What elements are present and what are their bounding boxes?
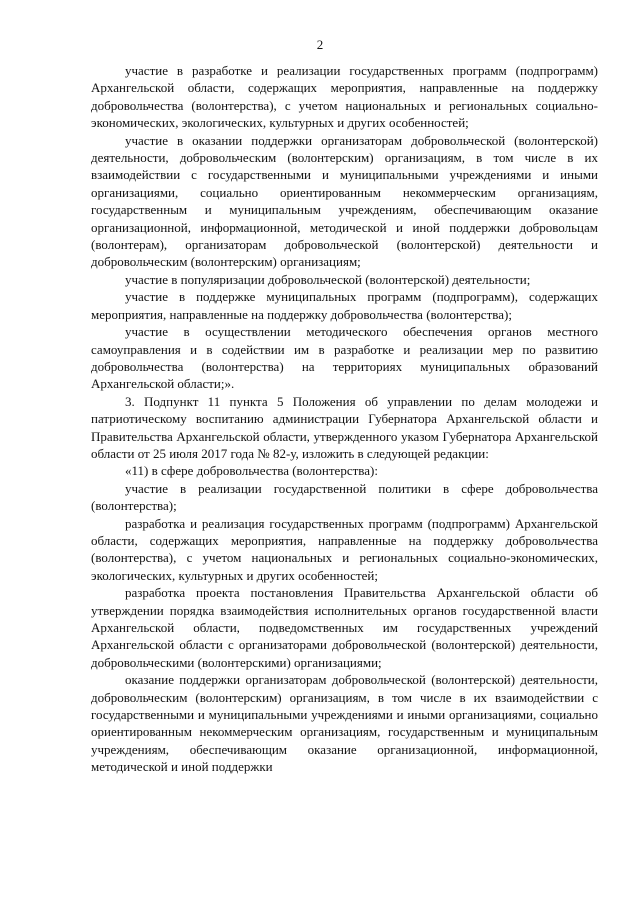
page-number: 2: [316, 37, 324, 52]
paragraph-popularization: участие в популяризации добровольческой (волонтерской) деятельности;: [125, 271, 531, 287]
paragraph-support-provision: оказание поддержки организаторам добровольческой (волонтерской) деятельности, добровольческим (волонтерским) организациям, в том числе в их взаимодействии с государственными и муниципальными учреждениями и иными организациями, социально ориентированным некоммерческим организациям, государственным и муниципальным учреждениям, обеспечивающим оказание организационной, информационной, методической и иной поддержки: [91, 672, 598, 775]
paragraph-item-3: 3. Подпункт 11 пункта 5 Положения об управлении по делам молодежи и патриотическому воспитанию администрации Губернатора Архангельской области и Правительства Архангельской области, утвержденного указом Губернатора Архангельской области от 25 июля 2017 года № 82-у, изложить в следующей редакции:: [91, 393, 598, 461]
paragraph-municipal-programs: участие в поддержке муниципальных программ (подпрограмм), содержащих мероприятия, направленные на поддержку добровольчества (волонтерства);: [91, 289, 598, 322]
paragraph-state-programs: разработка и реализация государственных программ (подпрограмм) Архангельской области, содержащих мероприятия, направленные на поддержку добровольчества (волонтерства), с учетом национальных и региональных социально-экономических, экологических, культурных и других особенностей;: [91, 515, 598, 583]
paragraph-subitem-11-heading: «11) в сфере добровольчества (волонтерства):: [125, 463, 378, 479]
paragraph-state-policy: участие в реализации государственной политики в сфере добровольчества (волонтерства);: [91, 480, 598, 514]
paragraph-program-participation: участие в разработке и реализации государственных программ (подпрограмм) Архангельской области, содержащих мероприятия, направленные на поддержку добровольчества (волонтерства), с учетом национальных и региональных социально-экономических, экологических, культурных и других особенностей;: [91, 63, 598, 131]
paragraph-support-organizers: участие в оказании поддержки организаторам добровольческой (волонтерской) деятельности, добровольческим (волонтерским) организациям, в том числе в их взаимодействии с государственными и муниципальными учреждениями и иными организациями, социально ориентированным некоммерческим организациям, государственным и муниципальным учреждениям, обеспечивающим оказание организационной, информационной, методической и иной поддержки добровольцам (волонтерам), организаторам добровольческой (волонтерской) деятельности и добровольческим (волонтерским) организациям;: [91, 132, 598, 270]
document-body: [91, 62, 598, 776]
paragraph-resolution-draft: разработка проекта постановления Правительства Архангельской области об утверждении порядка взаимодействия исполнительных органов государственной власти Архангельской области, подведомственных им государственных учреждений Архангельской области с организаторами добровольческой (волонтерской) деятельности, добровольческими (волонтерскими) организациями;: [91, 585, 598, 670]
paragraph-methodical-support: участие в осуществлении методического обеспечения органов местного самоуправления и в содействии им в разработке и реализации мер по развитию добровольчества (волонтерства) на территориях муниципальных образований Архангельской области;».: [91, 324, 598, 392]
